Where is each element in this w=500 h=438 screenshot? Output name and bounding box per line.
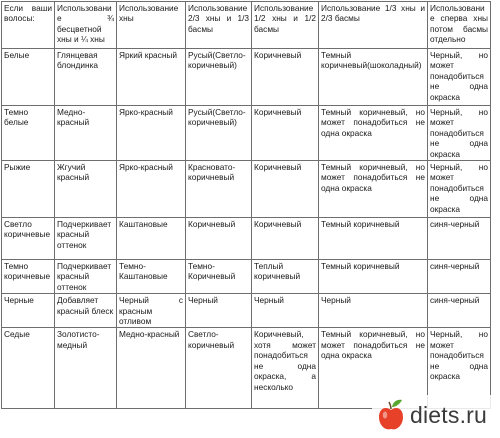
table-cell: Коричневый <box>252 218 319 260</box>
table-cell: Теплый коричневый <box>252 260 319 294</box>
table-cell: Черный <box>186 294 252 328</box>
table-cell: Яркий красный <box>117 49 186 106</box>
table-cell: Черный, но может понадобиться не одна окраска <box>428 49 491 106</box>
table-row <box>2 161 491 218</box>
table-cell: Русый(Светло-коричневый) <box>186 106 252 161</box>
table-row <box>2 260 491 294</box>
table-cell: Темный коричневый, но может понадобиться не одна окраска <box>319 328 428 409</box>
table-row <box>2 218 491 260</box>
apple-icon <box>376 398 406 432</box>
watermark-text: diets.ru <box>410 401 488 428</box>
table-cell: Черный <box>252 294 319 328</box>
table-cell: Светло-коричневый <box>186 328 252 409</box>
header-cell: Использование ¾ бесцветной хны и ¼ хны <box>55 2 117 49</box>
table-cell: Ярко-красный <box>117 106 186 161</box>
header-cell: Использование хны <box>117 2 186 49</box>
table-cell: Медно-красный <box>117 328 186 409</box>
table-cell: Темно белые <box>2 106 55 161</box>
header-cell: Использование 2/3 хны и 1/3 басмы <box>186 2 252 49</box>
header-cell: Использование сперва хны потом басмы отдельно <box>428 2 491 49</box>
table-cell: Седые <box>2 328 55 409</box>
table-cell: Темный коричневый <box>319 260 428 294</box>
table-cell: Каштановые <box>117 218 186 260</box>
table-cell: Золотисто-медный <box>55 328 117 409</box>
table-cell: Коричневый <box>252 106 319 161</box>
table-cell: Черные <box>2 294 55 328</box>
table-cell: Темный коричневый, но может понадобиться не одна окраска <box>319 161 428 218</box>
table-row <box>2 106 491 161</box>
table-row <box>2 294 491 328</box>
table-cell: Черный с красным отливом <box>117 294 186 328</box>
diets-watermark <box>372 395 500 435</box>
table-cell: Красновато-коричневый <box>186 161 252 218</box>
table-cell: синя-черный <box>428 294 491 328</box>
table-cell: Светло коричневые <box>2 218 55 260</box>
table-cell: Коричневый <box>186 218 252 260</box>
table-cell: Черный, но может понадобиться не одна окраска <box>428 161 491 218</box>
table-cell: Добавляет красный блеск <box>55 294 117 328</box>
table-cell: Темный коричневый(шоколадный) <box>319 49 428 106</box>
table-cell: Глянцевая блондинка <box>55 49 117 106</box>
henna-color-table <box>1 1 491 409</box>
table-cell: Подчеркивает красный оттенок <box>55 218 117 260</box>
table-cell: Медно-красный <box>55 106 117 161</box>
table-cell: Темный коричневый, но может понадобиться не одна окраска <box>319 106 428 161</box>
header-cell: Использование 1/3 хны и 2/3 басмы <box>319 2 428 49</box>
table-cell: синя-черный <box>428 218 491 260</box>
table-cell: Рыжие <box>2 161 55 218</box>
table-cell: Темно-Коричневый <box>186 260 252 294</box>
table-cell: Темно коричневые <box>2 260 55 294</box>
header-cell: Если ваши волосы: <box>2 2 55 49</box>
table-cell: синя-черный <box>428 260 491 294</box>
table-cell: Темно-Каштановые <box>117 260 186 294</box>
header-cell: Использование 1/2 хны и 1/2 басмы <box>252 2 319 49</box>
table-header-row <box>2 2 491 49</box>
table-cell: Ярко-красный <box>117 161 186 218</box>
table-cell: Черный, но может понадобиться не одна окраска <box>428 328 491 409</box>
table-cell: Черный <box>319 294 428 328</box>
table-cell: Белые <box>2 49 55 106</box>
table-cell: Коричневый <box>252 49 319 106</box>
table-cell: Черный, но может понадобиться не одна окраска <box>428 106 491 161</box>
table-cell: Подчеркивает красный оттенок <box>55 260 117 294</box>
table-cell: Темный коричневый <box>319 218 428 260</box>
table-row <box>2 49 491 106</box>
table-cell: Коричневый <box>252 161 319 218</box>
table-cell: Русый(Светло-коричневый) <box>186 49 252 106</box>
table-cell: Коричневый, хотя может понадобиться не одна окраска, а несколько <box>252 328 319 409</box>
table-cell: Жгучий красный <box>55 161 117 218</box>
